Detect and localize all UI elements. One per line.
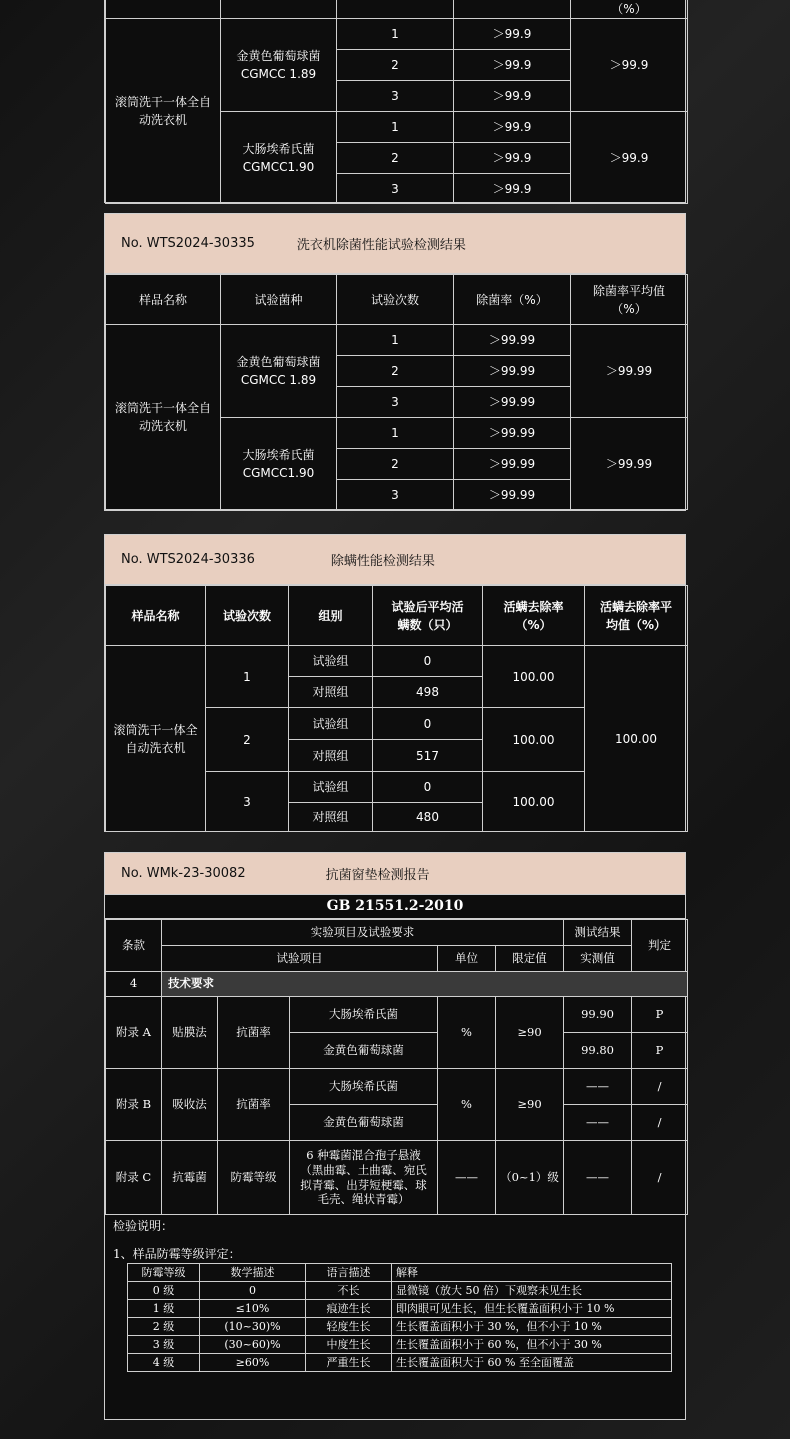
grade-math: ≤10%: [200, 1300, 306, 1318]
bacteria-report-panel: [104, 213, 686, 511]
col-header: 试验次数: [337, 275, 454, 325]
measured-value: ——: [564, 1105, 632, 1141]
grade-explain: 生长覆盖面积大于 60 % 至全面覆盖: [392, 1354, 672, 1372]
grade-explain: 生长覆盖面积小于 30 %，但不小于 10 %: [392, 1318, 672, 1336]
grade-lang: 严重生长: [306, 1354, 392, 1372]
grade-explain: 即肉眼可见生长，但生长覆盖面积小于 10 %: [392, 1300, 672, 1318]
grade-lang: 不长: [306, 1282, 392, 1300]
rate-value: ＞99.99: [454, 480, 571, 510]
mite-count: 498: [373, 677, 483, 708]
avg-header-fragment: （%）: [571, 0, 688, 19]
grade-math: (10~30)%: [200, 1318, 306, 1336]
grade-explain: 显微镜（放大 50 倍）下观察未见生长: [392, 1282, 672, 1300]
mite-count: 0: [373, 772, 483, 803]
method-a: 贴膜法: [162, 997, 218, 1069]
strain-name: 大肠埃希氏菌 CGMCC1.90: [221, 112, 337, 204]
strain-name: 金黄色葡萄球菌 CGMCC 1.89: [221, 325, 337, 418]
report-header: [105, 535, 685, 585]
rate-value: ＞99.9: [454, 50, 571, 81]
grade-header: 语言描述: [306, 1264, 392, 1282]
mite-count: 517: [373, 740, 483, 772]
removal-rate: 100.00: [483, 772, 585, 832]
report-number: No. WMk-23-30082: [121, 866, 246, 881]
col-header: 活螨去除率（%）: [483, 586, 585, 646]
grade-header: 防霉等级: [128, 1264, 200, 1282]
item-c: 防霉等级: [218, 1141, 290, 1215]
rate-value: ＞99.99: [454, 325, 571, 356]
bacteria-name: 金黄色葡萄球菌: [290, 1105, 438, 1141]
bacteria-name: 大肠埃希氏菌: [290, 997, 438, 1033]
removal-avg: 100.00: [585, 646, 688, 832]
grade-lang: 痕迹生长: [306, 1300, 392, 1318]
limit-header: 限定值: [496, 946, 564, 972]
report-number: No. WTS2024-30336: [121, 552, 255, 567]
grade-level: 1 级: [128, 1300, 200, 1318]
judge-value: /: [632, 1141, 688, 1215]
run-number: 3: [206, 772, 289, 832]
measured-value: ——: [564, 1069, 632, 1105]
run-number: 1: [337, 19, 454, 50]
mold-description: 6 种霉菌混合孢子悬液（黑曲霉、土曲霉、宛氏拟青霉、出芽短梗霉、球毛壳、绳状青霉）: [290, 1141, 438, 1215]
run-number: 1: [337, 325, 454, 356]
measured-value: ——: [564, 1141, 632, 1215]
standard-title: GB 21551.2-2010: [105, 895, 685, 919]
run-number: 3: [337, 387, 454, 418]
col-header: 试验后平均活螨数（只）: [373, 586, 483, 646]
result-header: 测试结果: [564, 920, 632, 946]
run-number: 3: [337, 480, 454, 510]
col-header: 试验菌种: [221, 275, 337, 325]
bacteria-name: 大肠埃希氏菌: [290, 1069, 438, 1105]
mite-table: [105, 585, 688, 832]
rate-value: ＞99.9: [454, 143, 571, 174]
clause-header: 条款: [106, 920, 162, 972]
limit-b: ≥90: [496, 1069, 564, 1141]
report-number: No. WTS2024-30335: [121, 236, 255, 251]
rate-value: ＞99.9: [454, 174, 571, 204]
unit-b: %: [438, 1069, 496, 1141]
notes-item-1: 1、样品防霉等级评定：: [113, 1247, 241, 1261]
avg-value: ＞99.9: [571, 112, 688, 204]
mite-count: 0: [373, 708, 483, 740]
sample-name: 滚筒洗干一体全自动洗衣机: [106, 646, 206, 832]
limit-c: （0~1）级: [496, 1141, 564, 1215]
run-number: 1: [206, 646, 289, 708]
strain-name: 大肠埃希氏菌 CGMCC1.90: [221, 418, 337, 510]
judge-header: 判定: [632, 920, 688, 972]
method-b: 吸收法: [162, 1069, 218, 1141]
clause-c: 附录 C: [106, 1141, 162, 1215]
report-header: [105, 214, 685, 274]
mat-table: [105, 919, 688, 1215]
rate-value: ＞99.99: [454, 418, 571, 449]
judge-value: P: [632, 997, 688, 1033]
col-header: 试验次数: [206, 586, 289, 646]
run-number: 2: [337, 50, 454, 81]
group-label: 对照组: [289, 677, 373, 708]
grade-lang: 中度生长: [306, 1336, 392, 1354]
group-label: 对照组: [289, 803, 373, 832]
grade-math: (30~60)%: [200, 1336, 306, 1354]
run-number: 2: [206, 708, 289, 772]
run-number: 2: [337, 143, 454, 174]
grade-lang: 轻度生长: [306, 1318, 392, 1336]
items-header: 试验项目: [162, 946, 438, 972]
col-header: 除菌率（%）: [454, 275, 571, 325]
mite-count: 480: [373, 803, 483, 832]
mite-report-panel: [104, 534, 686, 832]
measured-value: 99.90: [564, 997, 632, 1033]
clause-a: 附录 A: [106, 997, 162, 1069]
sample-name: 滚筒洗干一体全自动洗衣机: [106, 19, 221, 204]
run-number: 3: [337, 174, 454, 204]
notes-title: 检验说明：: [113, 1219, 174, 1233]
bacteria-name: 金黄色葡萄球菌: [290, 1033, 438, 1069]
item-a: 抗菌率: [218, 997, 290, 1069]
mite-count: 0: [373, 646, 483, 677]
col-header: 除菌率平均值（%）: [571, 275, 688, 325]
grade-math: ≥60%: [200, 1354, 306, 1372]
col-header: 样品名称: [106, 275, 221, 325]
report-title: 抗菌窗垫检测报告: [325, 868, 430, 883]
report-title: 洗衣机除菌性能试验检测结果: [296, 238, 466, 253]
grade-table: [127, 1263, 672, 1372]
group-label: 试验组: [289, 646, 373, 677]
table-panel-continued: [104, 0, 686, 203]
sample-name: 滚筒洗干一体全自动洗衣机: [106, 325, 221, 510]
report-header: [105, 853, 685, 895]
section-title: 技术要求: [162, 972, 688, 997]
strain-name: 金黄色葡萄球菌 CGMCC 1.89: [221, 19, 337, 112]
report-title: 除螨性能检测结果: [330, 554, 435, 569]
method-c: 抗霉菌: [162, 1141, 218, 1215]
mat-report-panel: [104, 852, 686, 1420]
notes-section: [105, 1217, 685, 1372]
grade-math: 0: [200, 1282, 306, 1300]
judge-value: P: [632, 1033, 688, 1069]
col-header: 活螨去除率平均值（%）: [585, 586, 688, 646]
section-number: 4: [106, 972, 162, 997]
rate-value: ＞99.9: [454, 81, 571, 112]
removal-rate: 100.00: [483, 708, 585, 772]
rate-value: ＞99.9: [454, 19, 571, 50]
group-label: 对照组: [289, 740, 373, 772]
bacteria-table-continued: [105, 0, 688, 204]
measured-value: 99.80: [564, 1033, 632, 1069]
avg-value: ＞99.9: [571, 19, 688, 112]
col-header: 样品名称: [106, 586, 206, 646]
judge-value: /: [632, 1069, 688, 1105]
group-label: 试验组: [289, 708, 373, 740]
avg-value: ＞99.99: [571, 325, 688, 418]
grade-explain: 生长覆盖面积小于 60 %，但不小于 30 %: [392, 1336, 672, 1354]
rate-value: ＞99.99: [454, 387, 571, 418]
group-label: 试验组: [289, 772, 373, 803]
unit-c: ——: [438, 1141, 496, 1215]
avg-value: ＞99.99: [571, 418, 688, 510]
grade-level: 0 级: [128, 1282, 200, 1300]
grade-header: 解释: [392, 1264, 672, 1282]
items-req-header: 实验项目及试验要求: [162, 920, 564, 946]
item-b: 抗菌率: [218, 1069, 290, 1141]
grade-level: 2 级: [128, 1318, 200, 1336]
measured-header: 实测值: [564, 946, 632, 972]
grade-header: 数学描述: [200, 1264, 306, 1282]
unit-header: 单位: [438, 946, 496, 972]
rate-value: ＞99.99: [454, 449, 571, 480]
limit-a: ≥90: [496, 997, 564, 1069]
run-number: 1: [337, 418, 454, 449]
bacteria-table: [105, 274, 688, 510]
run-number: 3: [337, 81, 454, 112]
removal-rate: 100.00: [483, 646, 585, 708]
run-number: 1: [337, 112, 454, 143]
run-number: 2: [337, 356, 454, 387]
unit-a: %: [438, 997, 496, 1069]
run-number: 2: [337, 449, 454, 480]
clause-b: 附录 B: [106, 1069, 162, 1141]
rate-value: ＞99.99: [454, 356, 571, 387]
grade-level: 4 级: [128, 1354, 200, 1372]
grade-level: 3 级: [128, 1336, 200, 1354]
judge-value: /: [632, 1105, 688, 1141]
col-header: 组别: [289, 586, 373, 646]
rate-value: ＞99.9: [454, 112, 571, 143]
